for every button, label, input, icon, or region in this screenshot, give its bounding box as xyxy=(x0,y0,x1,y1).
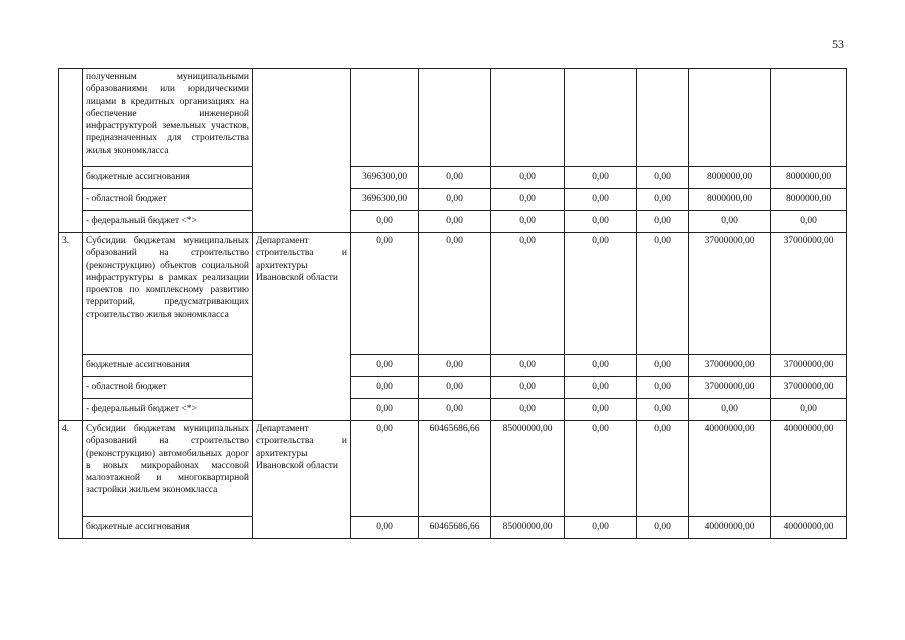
amount-cell: 0,00 xyxy=(419,189,491,211)
amount-cell: 0,00 xyxy=(637,233,689,355)
description-cell: Субсидии бюджетам муниципальных образований на строительство (реконструкцию) объектов социальной инфраструктуры в рамках реализации проектов по комплексному развитию территорий, предусматривающих строительство жилья экономкласса xyxy=(83,233,253,355)
row-number-cell: 3. xyxy=(59,233,83,421)
table-row xyxy=(59,167,847,189)
amount-cell: 0,00 xyxy=(351,355,419,377)
description-cell: Субсидии бюджетам муниципальных образований на строительство (реконструкцию) автомобильных дорог в новых микрорайонах массовой малоэтажной и многоквартирной застройки жильем экономкласса xyxy=(83,421,253,517)
description-cell: полученным муниципальными образованиями или юридическими лицами в кредитных организациях на обеспечение инженерной инфраструктурой земельных участков, предназначенных для строительства жилья экономкласса xyxy=(83,69,253,167)
amount-cell: 0,00 xyxy=(491,233,565,355)
amount-cell: 0,00 xyxy=(637,211,689,233)
amount-cell xyxy=(491,69,565,167)
amount-cell: 37000000,00 xyxy=(771,355,847,377)
amount-cell: 0,00 xyxy=(419,211,491,233)
table-row xyxy=(59,355,847,377)
department-cell: Департамент строительства и архитектуры Ивановской области xyxy=(253,421,351,539)
amount-cell: 0,00 xyxy=(689,399,771,421)
amount-cell: 0,00 xyxy=(351,399,419,421)
amount-cell: 0,00 xyxy=(565,233,637,355)
amount-cell: 40000000,00 xyxy=(771,517,847,539)
amount-cell: 0,00 xyxy=(637,399,689,421)
row-label: бюджетные ассигнования xyxy=(83,355,253,377)
amount-cell xyxy=(771,69,847,167)
row-label: - федеральный бюджет <*> xyxy=(83,399,253,421)
row-label: - федеральный бюджет <*> xyxy=(83,211,253,233)
row-label: бюджетные ассигнования xyxy=(83,517,253,539)
amount-cell: 60465686,66 xyxy=(419,517,491,539)
amount-cell: 0,00 xyxy=(565,167,637,189)
amount-cell: 60465686,66 xyxy=(419,421,491,517)
amount-cell: 37000000,00 xyxy=(689,233,771,355)
amount-cell xyxy=(565,69,637,167)
amount-cell: 0,00 xyxy=(491,355,565,377)
amount-cell: 0,00 xyxy=(565,517,637,539)
amount-cell: 0,00 xyxy=(491,399,565,421)
amount-cell: 0,00 xyxy=(491,377,565,399)
amount-cell: 0,00 xyxy=(491,189,565,211)
amount-cell: 0,00 xyxy=(565,189,637,211)
amount-cell: 0,00 xyxy=(637,517,689,539)
amount-cell: 0,00 xyxy=(351,421,419,517)
amount-cell: 0,00 xyxy=(637,167,689,189)
amount-cell: 0,00 xyxy=(419,167,491,189)
amount-cell: 0,00 xyxy=(689,211,771,233)
page-number: 53 xyxy=(832,37,844,51)
amount-cell: 3696300,00 xyxy=(351,189,419,211)
amount-cell: 8000000,00 xyxy=(689,167,771,189)
department-cell: Департамент строительства и архитектуры Ивановской области xyxy=(253,233,351,421)
table-row xyxy=(59,211,847,233)
department-cell xyxy=(253,69,351,233)
table-row xyxy=(59,233,847,355)
budget-table xyxy=(58,68,847,539)
table-row xyxy=(59,377,847,399)
amount-cell xyxy=(689,69,771,167)
amount-cell: 0,00 xyxy=(771,399,847,421)
table-row xyxy=(59,421,847,517)
amount-cell: 0,00 xyxy=(419,355,491,377)
amount-cell: 0,00 xyxy=(565,421,637,517)
amount-cell: 0,00 xyxy=(565,355,637,377)
table-row xyxy=(59,69,847,167)
row-number-cell: 4. xyxy=(59,421,83,539)
amount-cell: 0,00 xyxy=(637,355,689,377)
table-row xyxy=(59,399,847,421)
amount-cell: 8000000,00 xyxy=(771,189,847,211)
amount-cell: 0,00 xyxy=(637,189,689,211)
amount-cell: 85000000,00 xyxy=(491,421,565,517)
amount-cell: 8000000,00 xyxy=(771,167,847,189)
amount-cell: 0,00 xyxy=(637,377,689,399)
amount-cell xyxy=(637,69,689,167)
amount-cell xyxy=(351,69,419,167)
amount-cell: 0,00 xyxy=(351,517,419,539)
amount-cell: 0,00 xyxy=(771,211,847,233)
amount-cell xyxy=(419,69,491,167)
amount-cell: 0,00 xyxy=(565,211,637,233)
table-row xyxy=(59,517,847,539)
row-number-cell xyxy=(59,69,83,233)
amount-cell: 0,00 xyxy=(351,211,419,233)
amount-cell: 85000000,00 xyxy=(491,517,565,539)
amount-cell: 0,00 xyxy=(419,377,491,399)
amount-cell: 0,00 xyxy=(351,233,419,355)
amount-cell: 37000000,00 xyxy=(689,355,771,377)
table-row xyxy=(59,189,847,211)
amount-cell: 37000000,00 xyxy=(771,233,847,355)
row-label: бюджетные ассигнования xyxy=(83,167,253,189)
amount-cell: 0,00 xyxy=(491,211,565,233)
row-label: - областной бюджет xyxy=(83,189,253,211)
row-label: - областной бюджет xyxy=(83,377,253,399)
amount-cell: 40000000,00 xyxy=(689,517,771,539)
amount-cell: 0,00 xyxy=(565,377,637,399)
amount-cell: 37000000,00 xyxy=(689,377,771,399)
amount-cell: 40000000,00 xyxy=(689,421,771,517)
amount-cell: 3696300,00 xyxy=(351,167,419,189)
amount-cell: 37000000,00 xyxy=(771,377,847,399)
amount-cell: 0,00 xyxy=(491,167,565,189)
amount-cell: 40000000,00 xyxy=(771,421,847,517)
amount-cell: 0,00 xyxy=(637,421,689,517)
amount-cell: 0,00 xyxy=(565,399,637,421)
amount-cell: 0,00 xyxy=(351,377,419,399)
amount-cell: 0,00 xyxy=(419,399,491,421)
amount-cell: 0,00 xyxy=(419,233,491,355)
amount-cell: 8000000,00 xyxy=(689,189,771,211)
